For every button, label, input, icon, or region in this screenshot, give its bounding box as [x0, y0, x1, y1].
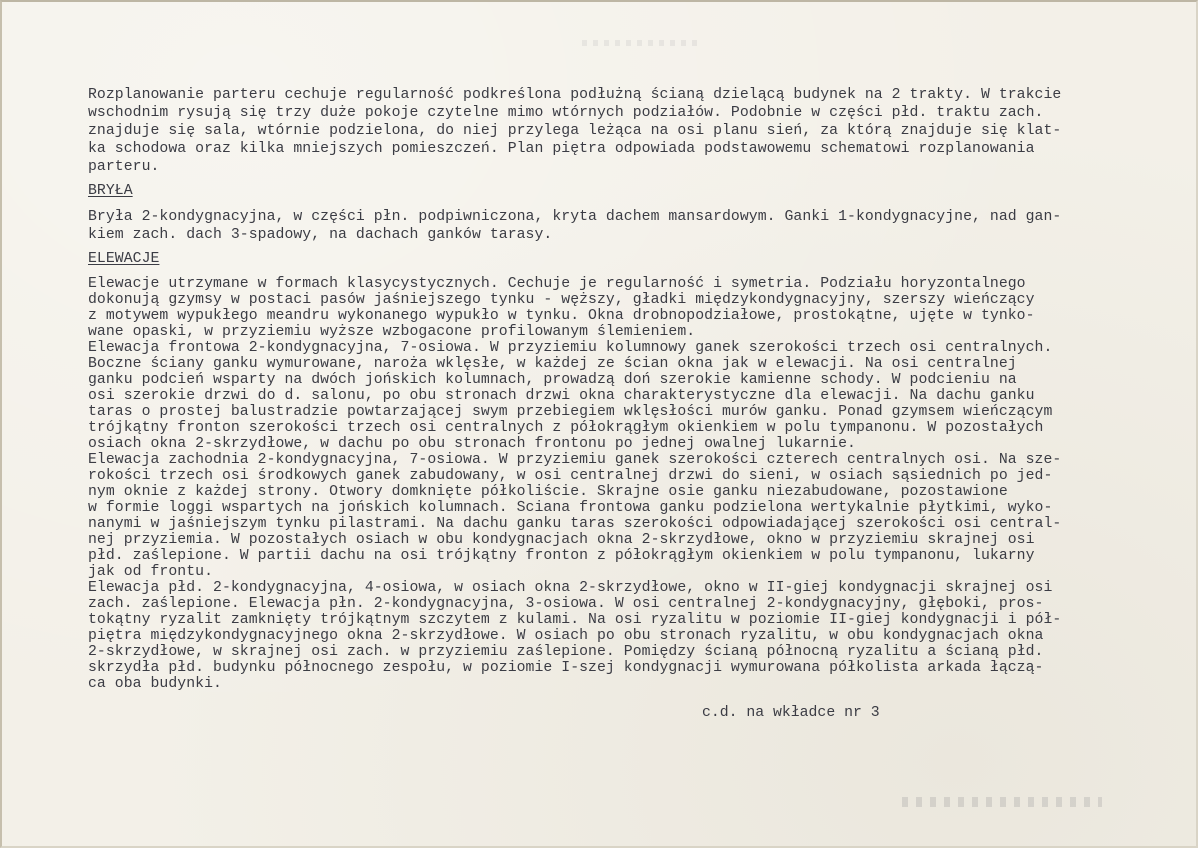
- text-line: nanymi w jaśniejszym tynku pilastrami. Na dachu ganku taras szerokości odpowiadającej szerokości osi central-: [88, 516, 1062, 532]
- elewacje-paragraph: [88, 276, 1173, 692]
- text-line: w formie loggi wspartych na jońskich kolumnach. Ściana frontowa ganku podzielona wertykalnie płytkimi, wyko-: [88, 500, 1053, 516]
- text-line: zach. zaślepione. Elewacja płn. 2-kondygnacyjna, 3-osiowa. W osi centralnej 2-kondygnacyjny, głęboki, pros-: [88, 596, 1044, 612]
- text-line: tokątny ryzalit zamknięty trójkątnym szczytem z kulami. Na osi ryzalitu w poziomie II-giej kondygnacji i pół-: [88, 612, 1062, 628]
- text-line: Elewacja frontowa 2-kondygnacyjna, 7-osiowa. W przyziemiu kolumnowy ganek szerokości trzech osi centralnych.: [88, 340, 1053, 356]
- text-line: Bryła 2-kondygnacyjna, w części płn. podpiwniczona, kryta dachem mansardowym. Ganki 1-kondygnacyjne, nad gan-: [88, 209, 1062, 225]
- ink-bleed-mark: [582, 40, 702, 46]
- text-line: parteru.: [88, 159, 160, 175]
- text-line: 2-skrzydłowe, w skrajnej osi zach. w przyziemiu zaślepione. Pomiędzy ścianą północną ryzalitu a ścianą płd.: [88, 644, 1044, 660]
- text-line: nym oknie z każdej strony. Otwory domknięte półkoliście. Skrajne osie ganku niezabudowane, pozostawione: [88, 484, 1008, 500]
- text-line: piętra międzykondygnacyjnego okna 2-skrzydłowe. W osiach po obu stronach ryzalitu, w obu kondygnacjach okna: [88, 628, 1044, 644]
- text-line: rokości trzech osi środkowych ganek zabudowany, w osi centralnej drzwi do sieni, w osiach sąsiednich po jed-: [88, 468, 1053, 484]
- text-line: wschodnim rysują się trzy duże pokoje czytelne mimo wtórnych podziałów. Podobnie w części płd. traktu zach.: [88, 105, 1044, 121]
- text-line: płd. zaślepione. W partii dachu na osi trójkątny fronton z półokrągłym okienkiem w polu tympanonu, lukarny: [88, 548, 1035, 564]
- text-line: nej przyziemia. W pozostałych osiach w obu kondygnacjach okna 2-skrzydłowe, okno w przyziemiu skrajnej osi: [88, 532, 1035, 548]
- text-line: ca oba budynki.: [88, 676, 222, 692]
- bryla-paragraph: [88, 208, 1173, 244]
- text-line: osiach okna 2-skrzydłowe, w dachu po obu stronach frontonu po jednej owalnej lukarnie.: [88, 436, 856, 452]
- text-line: dokonują gzymsy w postaci pasów jaśniejszego tynku - węższy, gładki międzykondygnacyjny, szerszy wieńczący: [88, 292, 1035, 308]
- text-line: trójkątny fronton szerokości trzech osi centralnych z półokrągłym okienkiem w polu tympanonu. W pozostałych: [88, 420, 1044, 436]
- text-line: jak od frontu.: [88, 564, 214, 580]
- text-line: skrzydła płd. budynku północnego zespołu, w poziomie I-szej kondygnacji wymurowana półkolista arkada łączą-: [88, 660, 1044, 676]
- text-line: znajduje się sala, wtórnie podzielona, do niej przylega leżąca na osi planu sień, za którą znajduje się klat-: [88, 123, 1062, 139]
- ink-bleed-mark: [902, 797, 1102, 807]
- text-line: Rozplanowanie parteru cechuje regularność podkreślona podłużną ścianą dzielącą budynek na 2 trakty. W trakcie: [88, 87, 1062, 103]
- text-line: kiem zach. dach 3-spadowy, na dachach ganków tarasy.: [88, 227, 553, 243]
- text-line: Elewacje utrzymane w formach klasycystycznych. Cechuje je regularność i symetria. Podziału horyzontalnego: [88, 276, 1026, 292]
- text-line: taras o prostej balustradzie powtarzającej swym przebiegiem wklęsłości murów ganku. Ponad gzymsem wieńczącym: [88, 404, 1053, 420]
- text-line: z motywem wypukłego meandru wykonanego wypukło w tynku. Okna drobnopodziałowe, prostokątne, ujęte w tynko-: [88, 308, 1035, 324]
- intro-paragraph: [88, 86, 1173, 176]
- section-heading-elewacje: ELEWACJE: [88, 251, 160, 267]
- text-line: Boczne ściany ganku wymurowane, naroża wklęsłe, w każdej ze ścian okna jak w elewacji. Na osi centralnej: [88, 356, 1017, 372]
- section-heading-bryla: BRYŁA: [88, 183, 133, 199]
- text-line: Elewacja zachodnia 2-kondygnacyjna, 7-osiowa. W przyziemiu ganek szerokości czterech centralnych osi. Na sze-: [88, 452, 1062, 468]
- continuation-note: c.d. na wkładce nr 3: [702, 705, 880, 721]
- text-line: Elewacja płd. 2-kondygnacyjna, 4-osiowa, w osiach okna 2-skrzydłowe, okno w II-giej kondygnacji skrajnej osi: [88, 580, 1053, 596]
- text-line: ganku podcień wsparty na dwóch jońskich kolumnach, prowadzą doń szerokie kamienne schody. W podcieniu na: [88, 372, 1017, 388]
- typed-text-block: [88, 86, 1173, 692]
- text-line: ka schodowa oraz kilka mniejszych pomieszczeń. Plan piętra odpowiada podstawowemu schematowi rozplanowania: [88, 141, 1035, 157]
- text-line: osi szerokie drzwi do d. salonu, po obu stronach drzwi okna charakterystyczne dla elewacji. Na dachu ganku: [88, 388, 1035, 404]
- text-line: wane opaski, w przyziemiu wyższe wzbogacone profilowanym ślemieniem.: [88, 324, 696, 340]
